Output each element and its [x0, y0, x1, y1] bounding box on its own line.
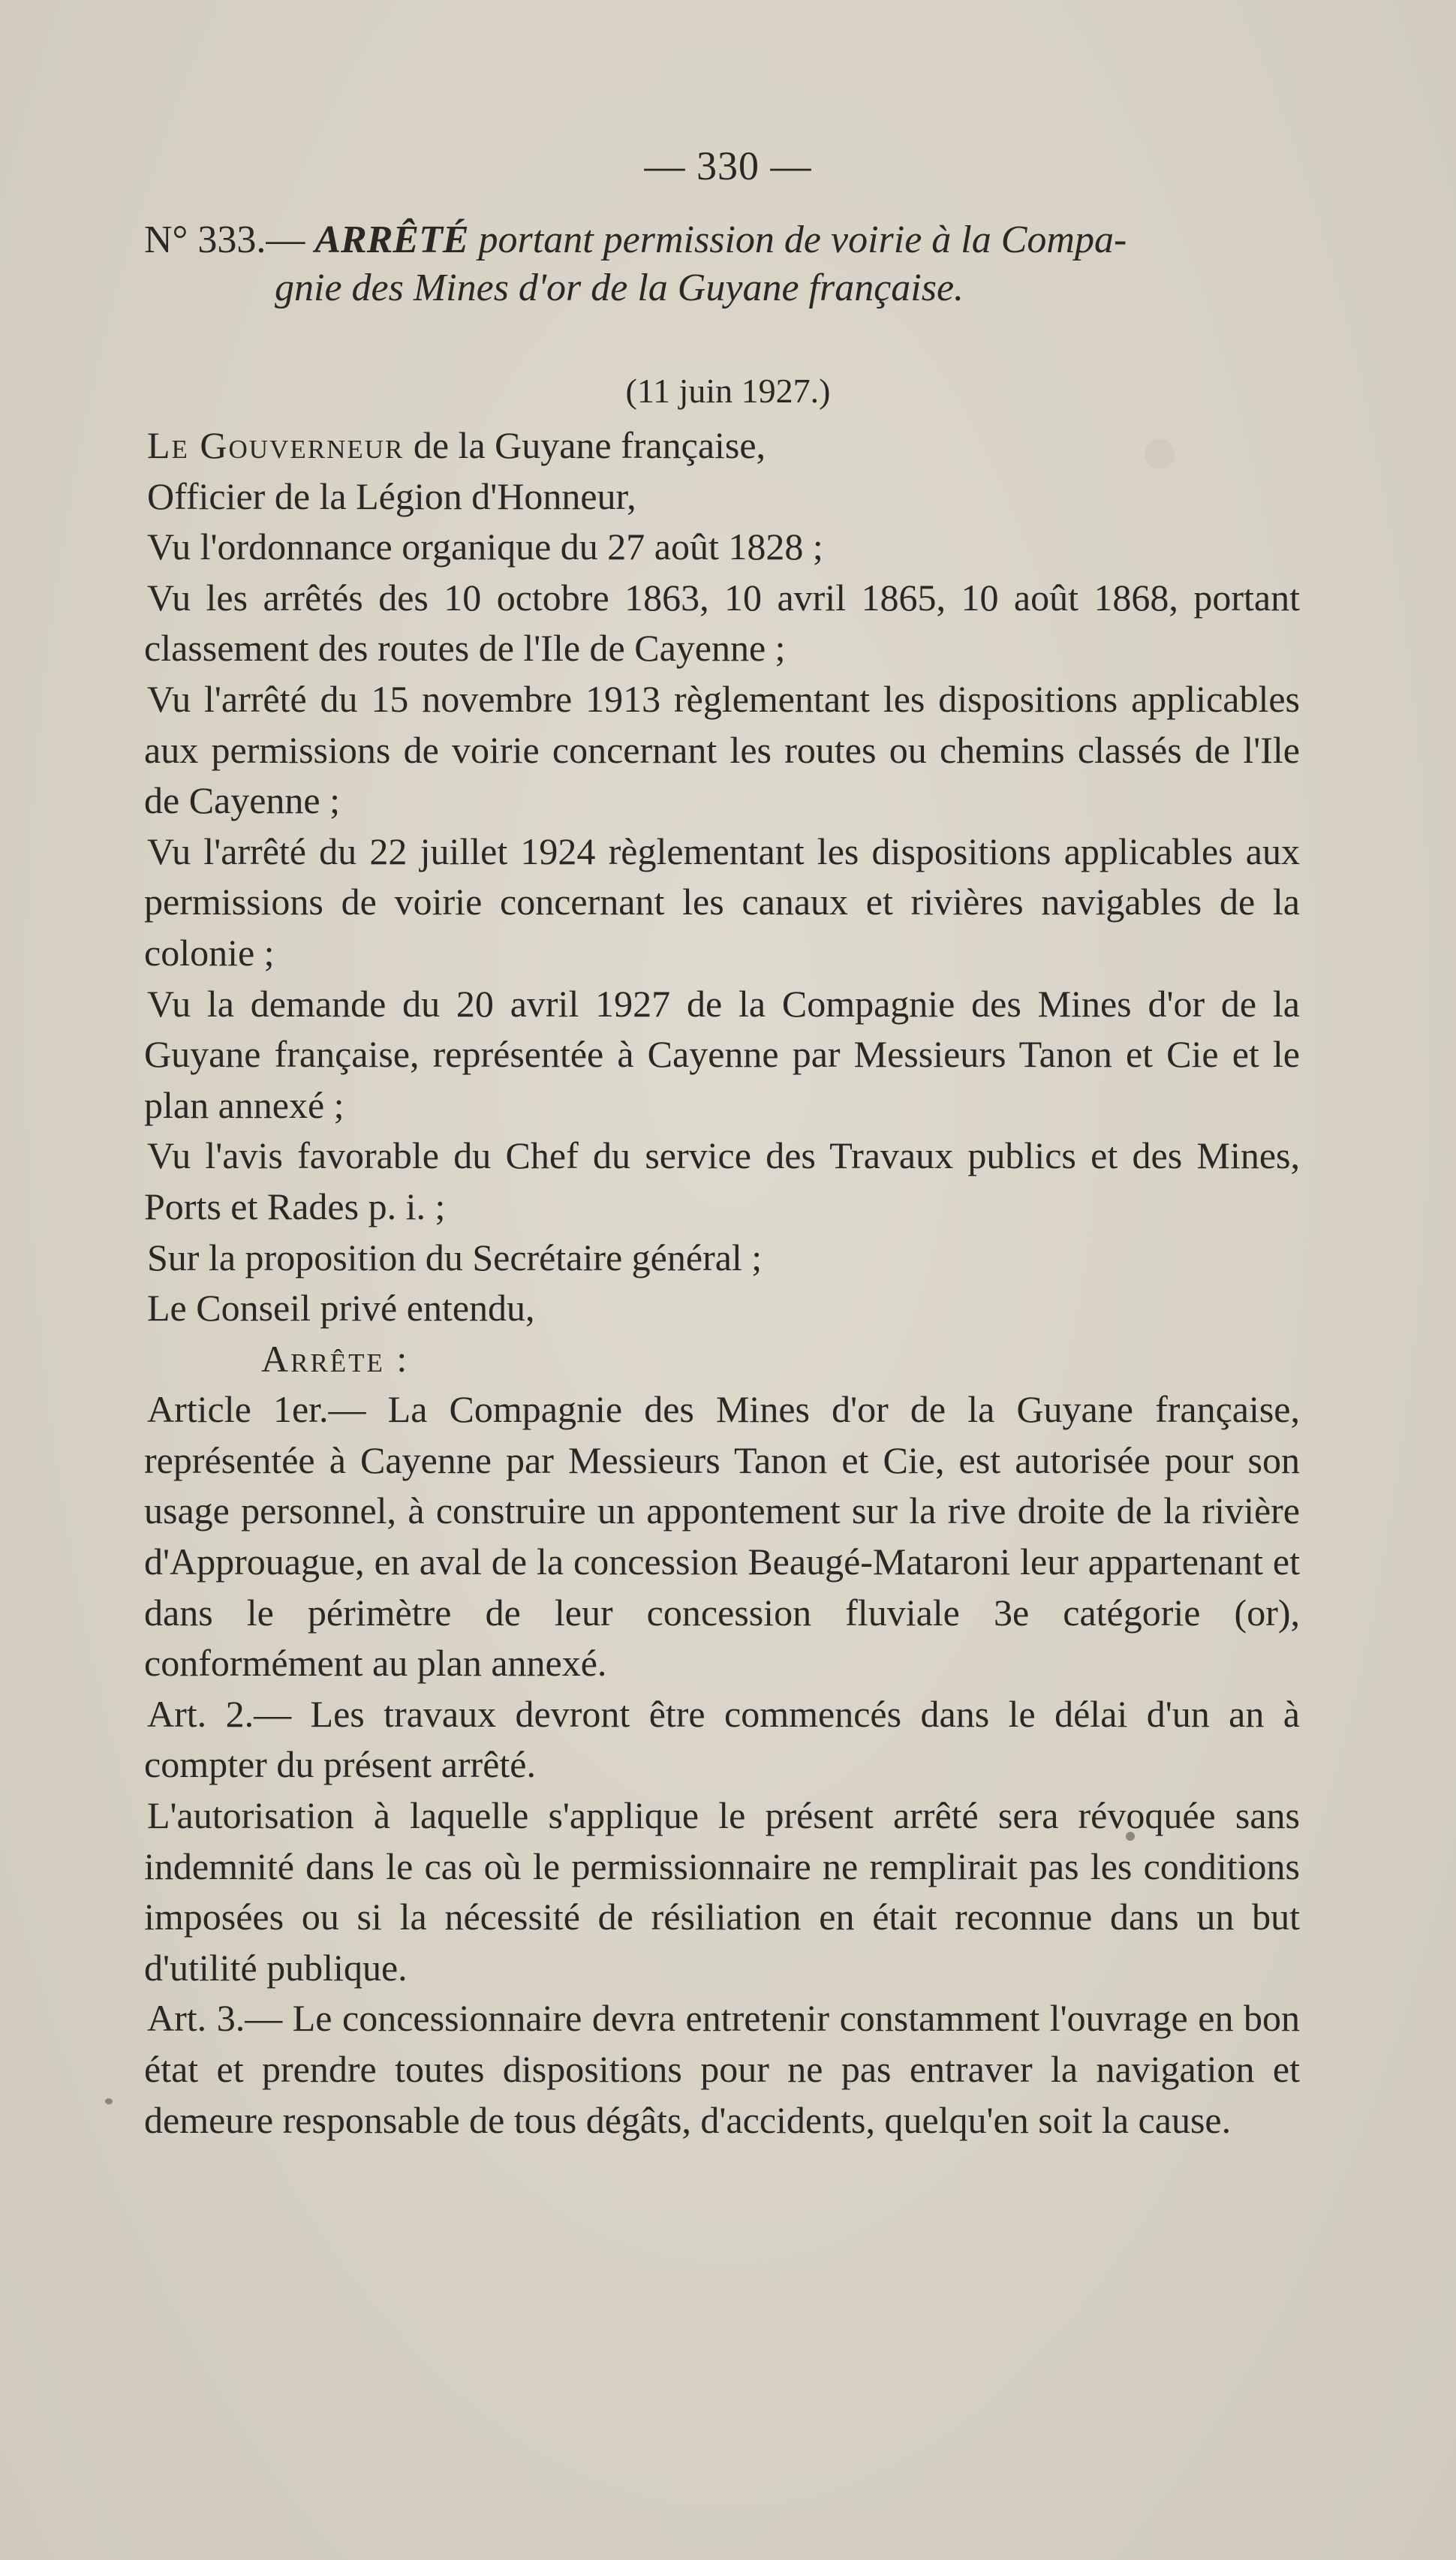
paragraph-conseil: Le Conseil privé entendu, [147, 1287, 535, 1330]
article-2-revocation: L'autorisation à laquelle s'applique le présent arrêté sera révoquée sans indemnité dans le cas où le permissionnaire ne remplirait pas les conditions imposées ou si la nécessité de résiliation en était reconnue dans un but d'utilité publique. [144, 1794, 1300, 1989]
paragraph-proposition: Sur la proposition du Secrétaire général ; [147, 1236, 763, 1278]
paragraph-arrete-1924: Vu l'arrêté du 22 juillet 1924 règlementant les dispositions applicables aux permissions de voirie concernant les canaux et rivières navigables de la colonie ; [144, 830, 1300, 974]
paragraph-ordonnance: Vu l'ordonnance organique du 27 août 1828 ; [147, 526, 823, 568]
document-heading [144, 216, 1300, 312]
document-date: (11 juin 1927.) [625, 372, 831, 410]
article-3: Art. 3.— Le concessionnaire devra entretenir constamment l'ouvrage en bon état et prendre toutes dispositions pour ne pas entraver la navigation et demeure responsable de tous dégâts, d'accidents, quelqu'en soit la cause. [144, 1997, 1300, 2141]
article-2: Art. 2.— Les travaux devront être commencés dans le délai d'un an à compter du présent arrêté. [144, 1692, 1300, 1786]
heading-title-line2: gnie des Mines d'or de la Guyane française. [275, 267, 964, 309]
paragraph-arrete-1913: Vu l'arrêté du 15 novembre 1913 règlementant les dispositions applicables aux permissions de voirie concernant les routes ou chemins classés de l'Ile de Cayenne ; [144, 677, 1300, 822]
arrete-heading: Arrête : [261, 1337, 410, 1380]
governor-title: Le Gouverneur [147, 424, 405, 466]
heading-title-rest: portant permission de voirie à la Compa- [478, 218, 1127, 261]
paragraph-avis: Vu l'avis favorable du Chef du service des Travaux publics et des Mines, Ports et Rades p. i. ; [144, 1134, 1300, 1227]
document-body [144, 420, 1300, 2146]
article-1: Article 1er.— La Compagnie des Mines d'or de la Guyane française, représentée à Cayenne par Messieurs Tanon et Cie, est autorisée pour son usage personnel, à construire un appontement sur la rive droite de la rivière d'Approuague, en aval de la concession Beaugé-Mataroni leur appartenant et dans le périmètre de leur concession fluviale 3e catégorie (or), conformément au plan annexé. [144, 1388, 1300, 1685]
paragraph-arretes-routes: Vu les arrêtés des 10 octobre 1863, 10 avril 1865, 10 août 1868, portant classement des routes de l'Ile de Cayenne ; [144, 576, 1300, 670]
heading-number: N° 333.— [144, 218, 305, 261]
paragraph-officer: Officier de la Légion d'Honneur, [147, 474, 636, 517]
paper-speck [105, 2098, 113, 2104]
page-number: — 330 — [644, 143, 812, 188]
paragraph-demande: Vu la demande du 20 avril 1927 de la Compagnie des Mines d'or de la Guyane française, représentée à Cayenne par Messieurs Tanon et Cie et le plan annexé ; [144, 982, 1300, 1126]
paragraph-governor: Le Gouverneur de la Guyane française, [147, 424, 766, 466]
heading-title-bold: ARRÊTÉ [314, 218, 469, 261]
